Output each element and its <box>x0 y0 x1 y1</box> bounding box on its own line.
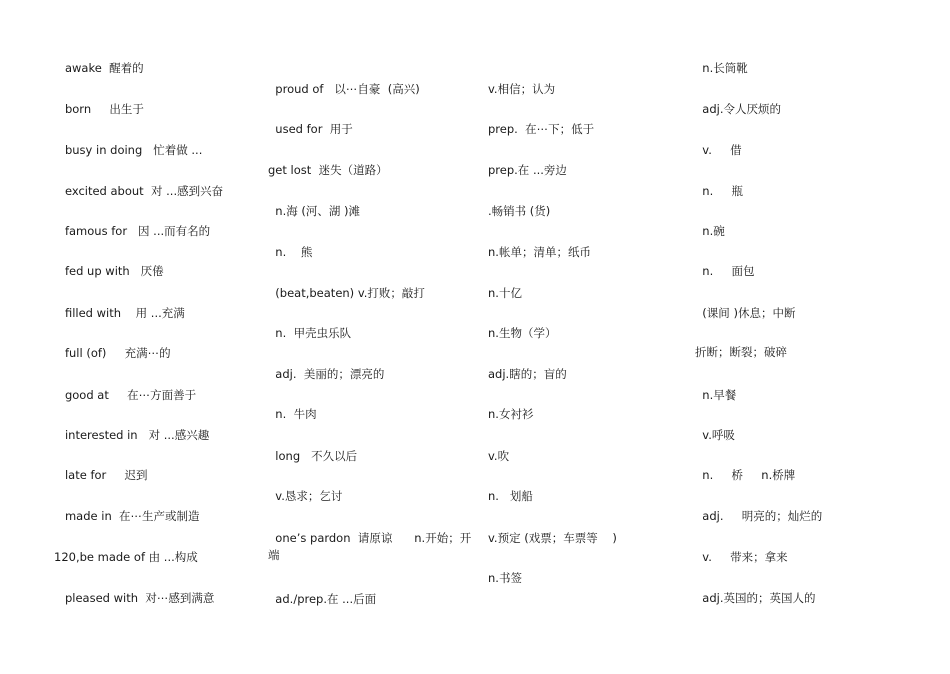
vocab-entry: n. 面包 <box>695 264 755 278</box>
vocab-entry: n. 牛肉 <box>268 407 317 421</box>
vocab-entry: get lost 迷失（道路） <box>268 163 388 177</box>
vocab-entry: awake 醒着的 <box>54 61 144 75</box>
vocab-entry: adj.令人厌烦的 <box>695 102 782 116</box>
vocab-entry: n. 划船 <box>488 489 533 503</box>
vocab-entry: n. 甲壳虫乐队 <box>268 326 352 340</box>
vocab-entry: prep.在 ...旁边 <box>488 163 567 177</box>
vocab-entry: proud of 以⋯自豪 (高兴) <box>268 82 420 96</box>
vocab-entry: interested in 对 ...感兴趣 <box>54 428 210 442</box>
vocab-entry: ad./prep.在 ...后面 <box>268 592 377 606</box>
vocab-entry: v.相信；认为 <box>488 82 556 96</box>
vocab-entry: v. 借 <box>695 143 742 157</box>
vocab-entry: born 出生于 <box>54 102 144 116</box>
vocab-entry: adj.瞎的；盲的 <box>488 367 567 381</box>
vocab-entry: v. 带来；拿来 <box>695 550 788 564</box>
vocab-entry: prep. 在⋯下；低于 <box>488 122 595 136</box>
vocab-entry: filled with 用 ...充满 <box>54 306 185 320</box>
vocab-entry: v.呼吸 <box>695 428 735 442</box>
vocab-entry: 折断；断裂；破碎 <box>695 345 787 359</box>
vocab-entry: adj.英国的；英国人的 <box>695 591 816 605</box>
vocab-entry: n.长筒靴 <box>695 61 748 75</box>
vocab-entry: n.十亿 <box>488 286 522 300</box>
vocab-entry: fed up with 厌倦 <box>54 264 164 278</box>
vocab-entry: made in 在⋯生产或制造 <box>54 509 200 523</box>
vocab-entry: n.海 (河、湖 )滩 <box>268 204 361 218</box>
vocab-entry: famous for 因 ...而有名的 <box>54 224 211 238</box>
vocab-entry: adj. 明亮的；灿烂的 <box>695 509 823 523</box>
vocab-entry: n. 熊 <box>268 245 313 259</box>
vocab-entry: adj. 美丽的；漂亮的 <box>268 367 385 381</box>
vocab-entry: pleased with 对⋯感到满意 <box>54 591 215 605</box>
vocab-entry: excited about 对 ...感到兴奋 <box>54 184 224 198</box>
vocab-entry: long 不久以后 <box>268 449 358 463</box>
vocab-entry: busy in doing 忙着做 ... <box>54 143 203 157</box>
vocab-entry: n.女衬衫 <box>488 407 534 421</box>
vocab-entry: used for 用于 <box>268 122 353 136</box>
vocab-entry: n.帐单；清单；纸币 <box>488 245 591 259</box>
vocab-entry-continuation: 端 <box>268 548 280 562</box>
vocab-entry: one’s pardon 请原谅 n.开始；开 <box>268 531 472 545</box>
vocab-entry: (beat,beaten) v.打败；敲打 <box>268 286 425 300</box>
vocab-entry: full (of) 充满⋯的 <box>54 346 171 360</box>
vocab-entry: n. 桥 n.桥牌 <box>695 468 796 482</box>
vocab-entry: n. 瓶 <box>695 184 744 198</box>
vocab-entry: 120,be made of 由 ...构成 <box>54 550 198 564</box>
vocab-entry: (课间 )休息；中断 <box>695 306 796 320</box>
vocab-entry: v.预定 (戏票；车票等 ) <box>488 531 617 545</box>
vocab-entry: late for 迟到 <box>54 468 148 482</box>
vocab-entry: n.书签 <box>488 571 522 585</box>
vocab-entry: v.恳求；乞讨 <box>268 489 343 503</box>
vocab-entry: v.吹 <box>488 449 510 463</box>
vocab-entry: n.早餐 <box>695 388 737 402</box>
vocab-entry: .畅销书 (货) <box>488 204 551 218</box>
vocab-entry: n.生物（学） <box>488 326 557 340</box>
vocab-entry: good at 在⋯方面善于 <box>54 388 197 402</box>
vocab-entry: n.碗 <box>695 224 725 238</box>
